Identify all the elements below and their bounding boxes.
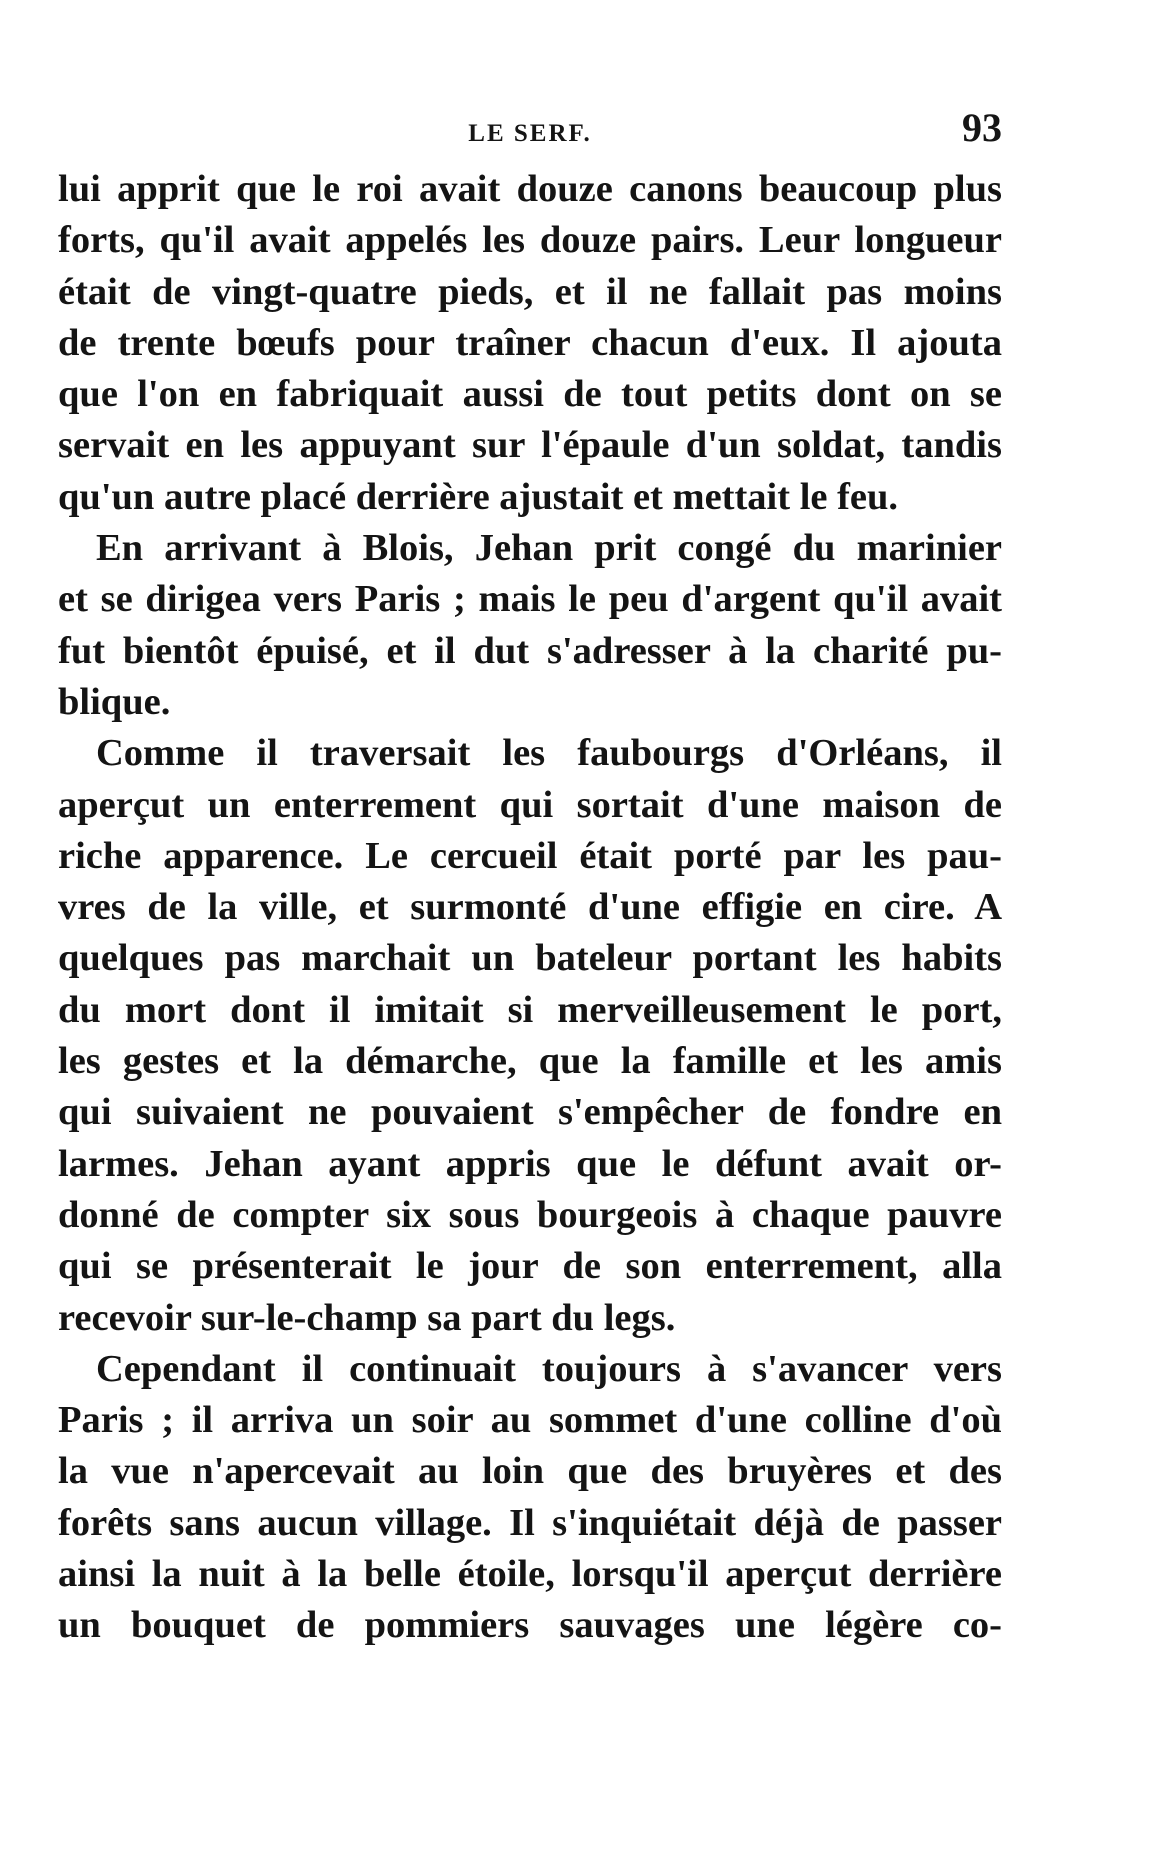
paragraph-3: [58, 728, 1002, 1344]
text-line: forêts sans aucun village. Il s'inquiétait déjà de passer: [58, 1501, 1002, 1544]
text-line: quelques pas marchait un bateleur portant les habits: [58, 937, 1002, 980]
body-text: [58, 164, 1002, 1652]
text-line: du mort dont il imitait si merveilleusement le port,: [58, 988, 1002, 1031]
text-line: les gestes et la démarche, que la famille et les amis: [58, 1040, 1002, 1083]
text-line: forts, qu'il avait appelés les douze pairs. Leur longueur: [58, 219, 1002, 262]
page-number: 93: [962, 105, 1002, 150]
text-line: aperçut un enterrement qui sortait d'une maison de: [58, 783, 1002, 826]
text-line: qui suivaient ne pouvaient s'empêcher de fondre en: [58, 1091, 1002, 1134]
text-line: vres de la ville, et surmonté d'une effigie en cire. A: [58, 886, 1002, 929]
text-line: lui apprit que le roi avait douze canons beaucoup plus: [58, 168, 1002, 210]
text-line: larmes. Jehan ayant appris que le défunt avait or-: [58, 1142, 1002, 1185]
text-line: que l'on en fabriquait aussi de tout petits dont on se: [58, 373, 1002, 416]
text-line: un bouquet de pommiers sauvages une légère co-: [58, 1604, 1002, 1647]
text-line: et se dirigea vers Paris ; mais le peu d'argent qu'il avait: [58, 578, 1002, 621]
running-title: LE SERF.: [468, 120, 592, 147]
text-line: ainsi la nuit à la belle étoile, lorsqu'il aperçut derrière: [58, 1553, 1002, 1596]
text-line: était de vingt-quatre pieds, et il ne fallait pas moins: [58, 270, 1002, 313]
text-line: fut bientôt épuisé, et il dut s'adresser à la charité pu-: [58, 629, 1002, 672]
paragraph-4: [58, 1344, 1002, 1652]
text-line: la vue n'apercevait au loin que des bruyères et des: [58, 1450, 1002, 1493]
paragraph-2: [58, 523, 1002, 728]
text-line: Paris ; il arriva un soir au sommet d'une colline d'où: [58, 1399, 1002, 1442]
text-line: En arrivant à Blois, Jehan prit congé du marinier: [96, 527, 1002, 570]
text-line: de trente bœufs pour traîner chacun d'eux. Il ajouta: [58, 321, 1002, 364]
text-line: blique.: [58, 680, 171, 723]
text-line: qui se présenterait le jour de son enterrement, alla: [58, 1245, 1002, 1288]
running-header: [58, 102, 1002, 152]
text-line: donné de compter six sous bourgeois à chaque pauvre: [58, 1193, 1002, 1236]
paragraph-1: [58, 164, 1002, 523]
text-line: qu'un autre placé derrière ajustait et mettait le feu.: [58, 475, 899, 518]
text-line: Cependant il continuait toujours à s'avancer vers: [96, 1347, 1002, 1390]
text-line: Comme il traversait les faubourgs d'Orléans, il: [96, 732, 1002, 775]
text-line: servait en les appuyant sur l'épaule d'un soldat, tandis: [58, 424, 1002, 467]
text-line: recevoir sur-le-champ sa part du legs.: [58, 1296, 676, 1339]
text-line: riche apparence. Le cercueil était porté par les pau-: [58, 834, 1002, 877]
